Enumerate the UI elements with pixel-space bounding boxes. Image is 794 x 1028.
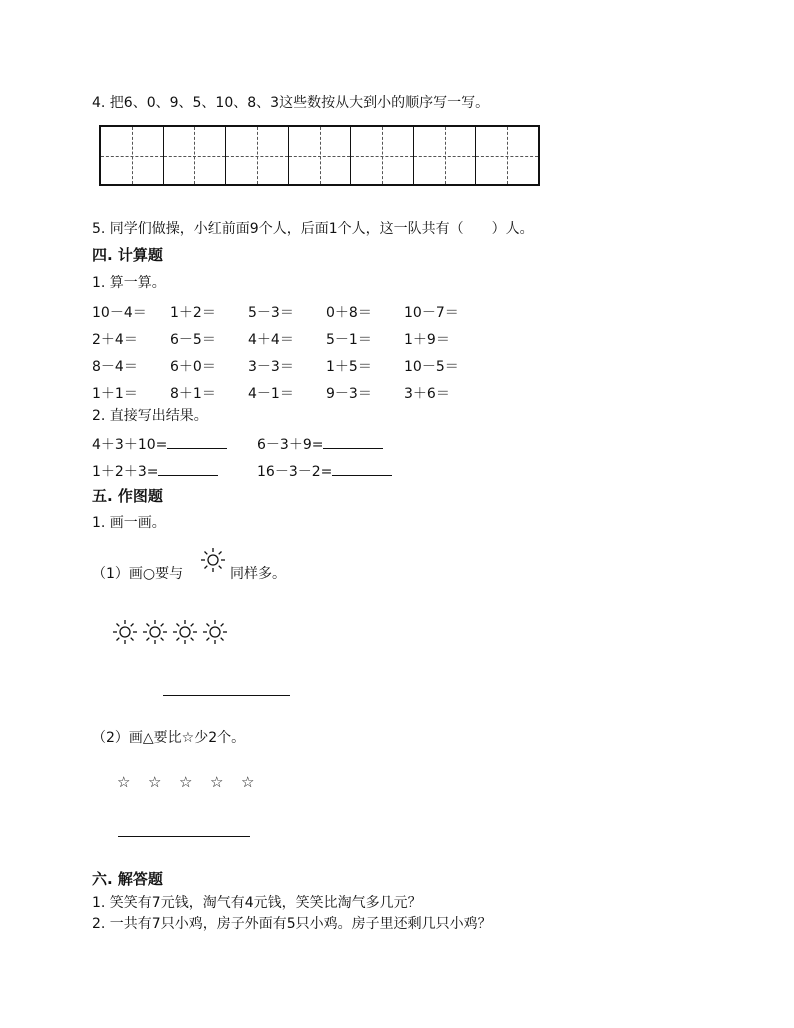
draw-part-2: （2）画△要比☆少2个。 — [92, 730, 246, 746]
question-4: 4. 把6、0、9、5、10、8、3这些数按从大到小的顺序写一写。 — [92, 95, 490, 111]
answer-blank[interactable] — [158, 463, 218, 476]
calc-item: 4－1＝ — [248, 386, 294, 402]
question-5: 5. 同学们做操，小红前面9个人，后面1个人，这一队共有（ ）人。 — [92, 221, 534, 237]
calc-instruction: 1. 算一算。 — [92, 275, 166, 291]
star-icon: ☆ — [117, 773, 131, 791]
calc-row — [92, 329, 482, 349]
calc-item: 4＋4＝ — [248, 332, 294, 348]
sun-icon — [112, 619, 138, 645]
section-4-title: 四. 计算题 — [92, 246, 163, 264]
calc-item: 1＋5＝ — [326, 359, 372, 375]
calc-item: 3＋6＝ — [404, 386, 450, 402]
calc-item: 8－4＝ — [92, 359, 138, 375]
calc-item: 1＋2＝ — [170, 305, 216, 321]
star-icon: ☆ — [148, 773, 162, 791]
calc-row — [92, 383, 482, 403]
word-problem-2: 2. 一共有7只小鸡，房子外面有5只小鸡。房子里还剩几只小鸡？ — [92, 916, 492, 932]
calc-item: 10－4＝ — [92, 305, 147, 321]
sun-icon — [200, 547, 226, 573]
draw-part-1-suffix: 同样多。 — [230, 566, 286, 582]
direct-item: 1＋2＋3= — [92, 463, 218, 479]
writing-grid[interactable] — [99, 125, 540, 186]
calc-item: 10－7＝ — [404, 305, 459, 321]
direct-item: 4＋3＋10= — [92, 436, 227, 452]
answer-blank[interactable] — [167, 436, 227, 449]
calc-item: 6＋0＝ — [170, 359, 216, 375]
grid-cell[interactable] — [164, 127, 227, 184]
section-6-title: 六. 解答题 — [92, 870, 163, 888]
calc-row — [92, 356, 482, 376]
answer-blank[interactable] — [323, 436, 383, 449]
draw-part-1-prefix: （1）画○要与 — [92, 566, 184, 582]
calc-item: 6－5＝ — [170, 332, 216, 348]
grid-cell[interactable] — [351, 127, 414, 184]
grid-cell[interactable] — [101, 127, 164, 184]
answer-blank[interactable] — [332, 463, 392, 476]
calc-item: 8＋1＝ — [170, 386, 216, 402]
direct-item: 6－3＋9= — [257, 436, 383, 452]
word-problem-1: 1. 笑笑有7元钱，淘气有4元钱，笑笑比淘气多几元？ — [92, 895, 422, 911]
calc-item: 10－5＝ — [404, 359, 459, 375]
grid-cell[interactable] — [226, 127, 289, 184]
grid-cell[interactable] — [289, 127, 352, 184]
grid-cell[interactable] — [476, 127, 538, 184]
calc-item: 1＋9＝ — [404, 332, 450, 348]
answer-line[interactable] — [118, 836, 250, 837]
grid-cell[interactable] — [414, 127, 477, 184]
calc-item: 0＋8＝ — [326, 305, 372, 321]
star-icon: ☆ — [241, 773, 255, 791]
calc-item: 5－1＝ — [326, 332, 372, 348]
sun-icon — [142, 619, 168, 645]
star-icon: ☆ — [179, 773, 193, 791]
answer-line[interactable] — [163, 695, 290, 696]
section-5-title: 五. 作图题 — [92, 487, 163, 505]
direct-instruction: 2. 直接写出结果。 — [92, 408, 208, 424]
calc-item: 1＋1＝ — [92, 386, 138, 402]
calc-item: 5－3＝ — [248, 305, 294, 321]
sun-icon — [172, 619, 198, 645]
calc-item: 3－3＝ — [248, 359, 294, 375]
calc-row — [92, 302, 482, 322]
direct-item: 16－3－2= — [257, 463, 392, 479]
calc-item: 9－3＝ — [326, 386, 372, 402]
draw-instruction: 1. 画一画。 — [92, 515, 166, 531]
star-icon: ☆ — [210, 773, 224, 791]
calc-item: 2＋4＝ — [92, 332, 138, 348]
sun-icon — [202, 619, 228, 645]
